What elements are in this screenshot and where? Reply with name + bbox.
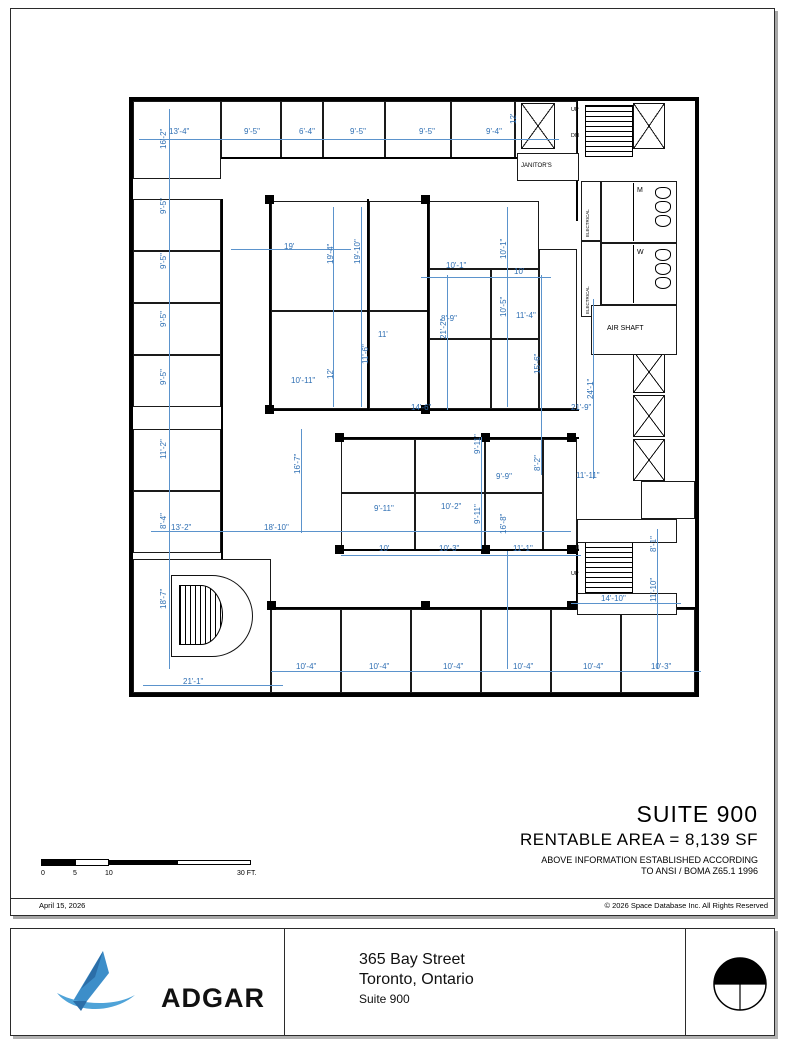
- scale-bar-ticks: [41, 870, 271, 882]
- fixture-w-1: [655, 249, 671, 261]
- dimension-text: 10'-1": [446, 261, 467, 270]
- brand-divider-left: [284, 929, 285, 1035]
- dimension-text: 21'-2": [439, 318, 448, 339]
- dimension-text: 16'-2": [159, 128, 168, 149]
- dimension-text: 18'-10": [264, 523, 289, 532]
- room-label-womens: W: [637, 249, 644, 256]
- scale-tick: 0: [41, 870, 45, 877]
- column-8: [481, 545, 490, 554]
- column-12: [421, 601, 430, 610]
- office-left-2: [133, 251, 221, 303]
- dimension-text: 11'-10": [649, 577, 658, 602]
- office-top-6: [451, 101, 515, 159]
- office-bottom-6: [621, 609, 695, 693]
- room-central-6: [429, 339, 491, 409]
- dimension-text: 10': [379, 544, 390, 553]
- dimension-text: 8'-9": [441, 314, 457, 323]
- dimension-text: 8'-4": [159, 513, 168, 529]
- left-corridor-wall: [221, 199, 223, 559]
- office-left-5: [133, 429, 221, 491]
- scale-seg-2: [75, 859, 109, 866]
- dimension-text: 10'-3": [439, 544, 460, 553]
- room-central-4: [369, 311, 429, 409]
- dimension-text: 10'-4": [369, 662, 390, 671]
- office-mid-7: [543, 439, 577, 551]
- dimension-text: 19': [284, 242, 295, 251]
- partition-vert-2: [367, 199, 369, 411]
- office-mid-3: [341, 493, 415, 551]
- service-room-lower-right-2: [577, 593, 677, 615]
- dimension-text: 9'-4": [486, 127, 502, 136]
- office-left-6: [133, 491, 221, 553]
- service-room-lower-right: [577, 519, 677, 543]
- stair-label-up-top: UP: [571, 107, 579, 113]
- elevator-shaft-3: [633, 351, 665, 393]
- dimension-text: 16'-7": [293, 453, 302, 474]
- dimension-text: 10'-4": [513, 662, 534, 671]
- column-5: [335, 433, 344, 442]
- dimension-text: 10'-4": [296, 662, 317, 671]
- dim-line-mid-left: [301, 429, 302, 533]
- dimension-text: 8'-2": [533, 455, 542, 471]
- dim-line-bottom-right: [507, 551, 508, 669]
- dimension-text: 19'-10": [353, 239, 362, 264]
- dim-line-left: [169, 109, 170, 669]
- office-bottom-4: [481, 609, 551, 693]
- dimension-text: 10'-4": [583, 662, 604, 671]
- dimension-text: 14'-6": [411, 403, 432, 412]
- office-bottom-5: [551, 609, 621, 693]
- exterior-wall-bottom: [129, 693, 699, 697]
- dimension-text: 16'-8": [499, 513, 508, 534]
- scale-tick: 5: [73, 870, 77, 877]
- copyright-notice: © 2026 Space Database Inc. All Rights Reserved: [604, 901, 768, 910]
- dimension-text: 10': [514, 267, 525, 276]
- stair-upper: [585, 105, 633, 157]
- brand-bar: [10, 928, 775, 1036]
- dimension-text: 11'-11": [576, 471, 600, 480]
- dimension-text: 10'-4": [443, 662, 464, 671]
- address-line-1: 365 Bay Street: [359, 951, 465, 968]
- dimension-text: 19'-4": [326, 243, 335, 264]
- dimension-text: 15'-6": [533, 353, 542, 374]
- fixture-m-2: [655, 201, 671, 213]
- dimension-text: 14'-10": [601, 594, 626, 603]
- dim-line-mid: [421, 277, 551, 278]
- dimension-text: 9'-5": [244, 127, 260, 136]
- room-label-electrical-2: ELECTRICAL: [585, 286, 590, 314]
- column-9: [567, 433, 576, 442]
- partition-vert-1: [269, 199, 271, 411]
- address-line-2: Toronto, Ontario: [359, 971, 474, 988]
- address-line-3: Suite 900: [359, 992, 410, 1006]
- room-label-air-shaft: AIR SHAFT: [607, 325, 644, 332]
- adgar-bird-icon: [51, 949, 161, 1017]
- dimension-text: 10'-2": [441, 502, 462, 511]
- floor-plan-drawing: [121, 89, 701, 729]
- partition-horz-2: [339, 437, 579, 439]
- exterior-wall-right: [695, 97, 699, 697]
- drawing-sheet: [10, 8, 775, 916]
- adgar-logo: [51, 949, 265, 1017]
- elevator-shaft-5: [633, 439, 665, 481]
- room-central-7: [429, 201, 539, 269]
- dimension-text: 9'-11": [374, 504, 394, 513]
- fixture-m-1: [655, 187, 671, 199]
- room-label-electrical-1: ELECTRICAL: [585, 209, 590, 237]
- room-central-9: [491, 339, 539, 409]
- dimension-text: 10'-3": [651, 662, 672, 671]
- dimension-text: 10'-1": [499, 238, 508, 259]
- brand-divider-right: [685, 929, 686, 1035]
- stair-lower: [585, 541, 633, 593]
- dimension-text: 13'-4": [169, 127, 190, 136]
- dimension-text: 9'-5": [159, 198, 168, 214]
- column-6: [335, 545, 344, 554]
- room-central-2: [271, 311, 369, 409]
- sheet-footer: [11, 898, 774, 915]
- dim-line-lower-1: [151, 531, 571, 532]
- office-top-5: [385, 101, 451, 159]
- dimension-text: 10'-11": [291, 376, 316, 385]
- scale-seg-4: [177, 860, 251, 865]
- room-central-3: [369, 201, 429, 311]
- dimension-text: 11': [378, 330, 388, 339]
- dimension-text: 21'-1": [183, 677, 204, 686]
- dimension-text: 12': [509, 113, 518, 124]
- column-7: [481, 433, 490, 442]
- plan-date: April 15, 2026: [39, 901, 86, 910]
- dimension-text: 21'-9": [571, 403, 592, 412]
- scale-tick: 10: [105, 870, 113, 877]
- fixture-w-3: [655, 277, 671, 289]
- dimension-text: 11'-6": [361, 344, 370, 364]
- dimension-text: 9'-5": [350, 127, 366, 136]
- scale-bar: [41, 859, 256, 882]
- adgar-logo-text: ADGAR: [161, 983, 265, 1013]
- office-mid-6: [485, 493, 543, 551]
- dimension-text: 8'-1": [649, 536, 658, 552]
- scale-tick: 30 FT.: [237, 870, 257, 877]
- dimension-text: 9'-11": [473, 504, 482, 524]
- dimension-text: 24'-1": [586, 378, 595, 399]
- dim-line-core-3: [447, 275, 448, 410]
- column-3: [421, 195, 430, 204]
- dimension-text: 9'-5": [159, 253, 168, 269]
- stair-label-dn-top: DN: [571, 133, 579, 139]
- column-11: [267, 601, 276, 610]
- title-block: [338, 801, 758, 878]
- room-central-10: [539, 249, 577, 409]
- elevator-shaft-2: [633, 103, 665, 149]
- office-mid-1: [341, 439, 415, 493]
- dim-line-bottom-1: [271, 671, 701, 672]
- dimension-text: 10'-5": [499, 296, 508, 317]
- dimension-text: 9'-5": [159, 369, 168, 385]
- suite-title: SUITE 900: [636, 801, 758, 827]
- standard-note-line-2: TO ANSI / BOMA Z65.1 1996: [641, 866, 758, 877]
- north-arrow-compass: [711, 955, 769, 1013]
- scale-seg-3: [109, 860, 177, 865]
- stair-label-up-bottom: UP: [571, 571, 579, 577]
- room-label-janitors: JANITOR'S: [521, 163, 552, 169]
- dimension-text: 13'-2": [171, 523, 192, 532]
- dim-line-bottom-2: [143, 685, 283, 686]
- office-bottom-3: [411, 609, 481, 693]
- stair-label-dn-bottom: DN: [571, 545, 579, 551]
- rentable-area: RENTABLE AREA = 8,139 SF: [520, 830, 758, 849]
- compass-icon: [711, 955, 769, 1013]
- office-left-3: [133, 303, 221, 355]
- dimension-text: 12': [326, 368, 335, 379]
- office-left-4: [133, 355, 221, 407]
- elevator-shaft-4: [633, 395, 665, 437]
- dimension-text: 9'-5": [159, 311, 168, 327]
- building-address: [359, 951, 474, 1006]
- elevator-shaft-1: [521, 103, 555, 149]
- dim-line-core-5: [541, 275, 542, 475]
- dimension-text: 9'-5": [419, 127, 435, 136]
- fixture-m-3: [655, 215, 671, 227]
- dim-line-top: [139, 139, 559, 140]
- dim-line-core-2: [361, 207, 362, 407]
- partition-vert-3: [427, 199, 429, 411]
- office-left-1: [133, 199, 221, 251]
- dimension-text: 11'-4": [516, 311, 536, 320]
- dimension-text: 11'-1": [513, 544, 533, 553]
- column-1: [265, 195, 274, 204]
- washroom-partition-m: [633, 183, 634, 241]
- dim-line-lower-2: [341, 555, 581, 556]
- office-bottom-2: [341, 609, 411, 693]
- fixture-w-2: [655, 263, 671, 275]
- scale-seg-1: [41, 859, 75, 866]
- electrical-room-1: [581, 181, 601, 241]
- service-room-right-mid: [641, 481, 695, 519]
- dimension-text: 18'-7": [159, 588, 168, 609]
- dimension-text: 9'-11": [473, 434, 482, 454]
- washroom-partition-w: [633, 245, 634, 303]
- standard-note-line-1: ABOVE INFORMATION ESTABLISHED ACCORDING: [541, 855, 758, 865]
- dimension-text: 9'-9": [496, 472, 512, 481]
- dim-line-right-lower: [571, 603, 681, 604]
- room-label-mens: M: [637, 187, 643, 194]
- dimension-text: 6'-4": [299, 127, 315, 136]
- office-bottom-1: [271, 609, 341, 693]
- dimension-text: 11'-2": [159, 439, 168, 459]
- column-2: [265, 405, 274, 414]
- scale-bar-graphic: [41, 859, 251, 868]
- lobby-curve: [171, 575, 253, 657]
- office-top-1: [133, 101, 221, 179]
